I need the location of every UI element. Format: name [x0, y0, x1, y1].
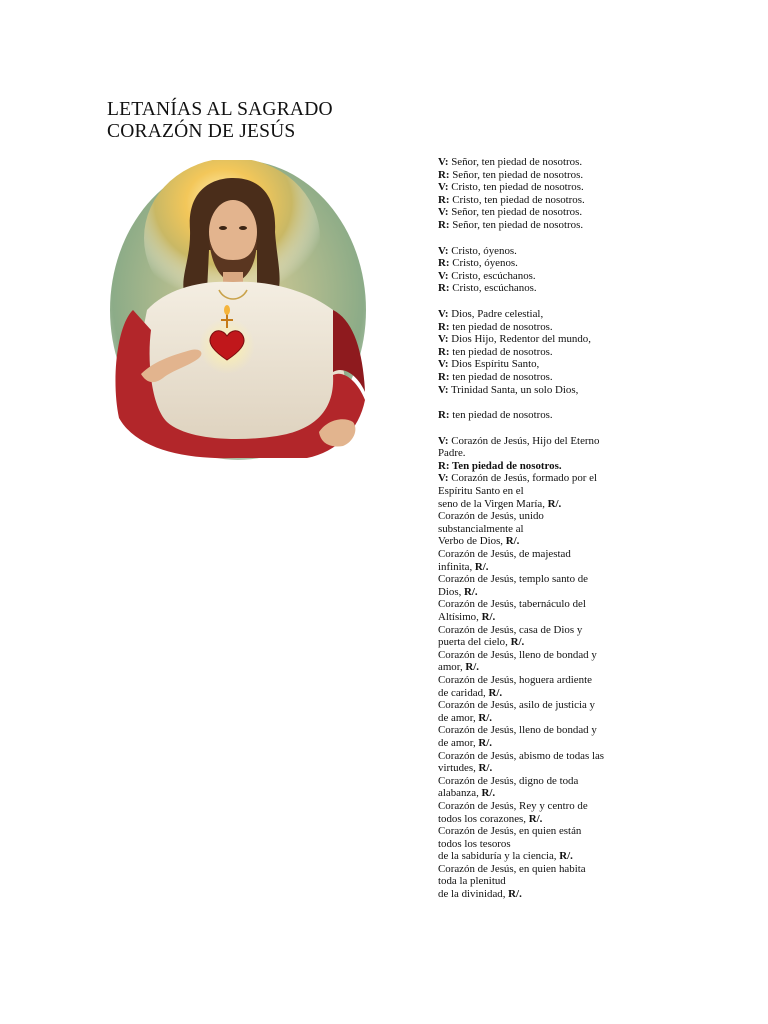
line-text: Corazón de Jesús, casa de Dios y [438, 623, 583, 636]
line-text: Cristo, óyenos. [449, 257, 518, 270]
litany-line [438, 346, 653, 359]
line-text: Cristo, ten piedad de nosotros. [448, 181, 584, 194]
line-text: infinita, [438, 560, 475, 573]
litany-line [438, 787, 653, 800]
litany-line [438, 460, 653, 473]
line-label: V: [438, 472, 449, 485]
litany-block [438, 308, 653, 396]
litany-line [438, 762, 653, 775]
litany-line [438, 850, 653, 863]
response-mark: R/. [505, 535, 520, 548]
litany-text [438, 156, 653, 914]
litany-line [438, 308, 653, 321]
litany-line [438, 838, 653, 851]
line-text: Corazón de Jesús, en quien habita [438, 862, 586, 875]
litany-line [438, 611, 653, 624]
line-text: Corazón de Jesús, tabernáculo del [438, 598, 586, 611]
litany-line [438, 384, 653, 397]
litany-line [438, 485, 653, 498]
response-mark: R/. [488, 686, 503, 699]
litany-line [438, 535, 653, 548]
litany-line [438, 674, 653, 687]
litany-block [438, 156, 653, 232]
litany-line [438, 282, 653, 295]
response-mark: R/. [478, 762, 493, 775]
response-mark: R/. [528, 812, 543, 825]
litany-line [438, 825, 653, 838]
page-title [107, 99, 407, 143]
line-text: todos los tesoros [438, 837, 511, 850]
line-text: Señor, ten piedad de nosotros. [449, 218, 584, 231]
line-text: Corazón de Jesús, digno de toda [438, 774, 579, 787]
line-label: V: [438, 307, 449, 320]
line-text: Corazón de Jesús, lleno de bondad y [438, 648, 597, 661]
litany-line [438, 699, 653, 712]
line-text: Cristo, óyenos. [448, 244, 517, 257]
line-text: Corazón de Jesús, de majestad [438, 548, 571, 561]
line-text: substancialmente al [438, 522, 524, 535]
line-text: alabanza, [438, 787, 482, 800]
litany-line [438, 245, 653, 258]
litany-line [438, 687, 653, 700]
line-label: R: [438, 370, 450, 383]
line-label: V: [438, 206, 449, 219]
line-text: de caridad, [438, 686, 489, 699]
line-label: R: Ten piedad de nosotros. [438, 459, 562, 472]
response-mark: R/. [510, 636, 525, 649]
litany-line [438, 523, 653, 536]
litany-line [438, 447, 653, 460]
response-mark: R/. [547, 497, 562, 510]
line-text: Dios, Padre celestial, [448, 307, 544, 320]
response-mark: R/. [559, 850, 573, 863]
litany-line [438, 156, 653, 169]
litany-line [438, 775, 653, 788]
response-mark: R/. [481, 787, 496, 800]
line-text: Verbo de Dios, [438, 535, 506, 548]
line-text: puerta del cielo, [438, 636, 511, 649]
response-mark: R/. [508, 888, 522, 901]
litany-line [438, 573, 653, 586]
litany-line [438, 598, 653, 611]
litany-line [438, 649, 653, 662]
response-mark: R/. [478, 711, 493, 724]
litany-line [438, 636, 653, 649]
line-label: R: [438, 218, 450, 231]
line-text: Corazón de Jesús, en quien están [438, 825, 582, 838]
litany-line [438, 409, 653, 422]
litany-line [438, 472, 653, 485]
line-label: R: [438, 320, 450, 333]
litany-line [438, 624, 653, 637]
litany-line [438, 863, 653, 876]
litany-line [438, 257, 653, 270]
litany-line [438, 333, 653, 346]
line-text: Corazón de Jesús, formado por el [448, 472, 597, 485]
line-text: Corazón de Jesús, hoguera ardiente [438, 673, 592, 686]
litany-line [438, 219, 653, 232]
line-text: Señor, ten piedad de nosotros. [449, 168, 584, 181]
line-text: toda la plenitud [438, 875, 506, 888]
litany-line [438, 888, 653, 901]
line-label: V: [438, 181, 449, 194]
litany-line [438, 435, 653, 448]
line-text: Dios Espíritu Santo, [448, 358, 540, 371]
litany-line [438, 270, 653, 283]
litany-line [438, 750, 653, 763]
litany-line [438, 712, 653, 725]
litany-line [438, 371, 653, 384]
litany-line [438, 586, 653, 599]
line-label: R: [438, 193, 450, 206]
line-text: Altísimo, [438, 611, 482, 623]
litany-line [438, 181, 653, 194]
litany-line [438, 561, 653, 574]
line-label: V: [438, 269, 449, 282]
response-mark: R/. [478, 736, 493, 749]
line-text: de la sabiduría y la ciencia, [438, 850, 560, 863]
line-text: Señor, ten piedad de nosotros. [448, 206, 583, 219]
line-text: virtudes, [438, 762, 479, 775]
line-text: Corazón de Jesús, lleno de bondad y [438, 724, 597, 737]
line-text: Cristo, escúchanos. [449, 282, 537, 295]
line-text: Trinidad Santa, un solo Dios, [448, 383, 579, 396]
line-text: Corazón de Jesús, templo santo de [438, 573, 589, 586]
litany-block [438, 245, 653, 295]
line-text: de la divinidad, [438, 888, 509, 901]
litany-line [438, 358, 653, 371]
litany-block [438, 409, 653, 422]
litany-line [438, 510, 653, 523]
line-text: de amor, [438, 736, 479, 749]
line-label: V: [438, 358, 449, 371]
line-label: R: [438, 257, 450, 270]
line-text: ten piedad de nosotros. [449, 370, 553, 383]
line-text: Cristo, escúchanos. [448, 269, 536, 282]
litany-line [438, 498, 653, 511]
response-mark: R/. [464, 585, 478, 598]
line-text: Corazón de Jesús, Rey y centro de [438, 799, 588, 812]
title-line-1: LETANÍAS AL SAGRADO [107, 99, 333, 120]
litany-line [438, 169, 653, 182]
line-text: Dios, [438, 585, 465, 598]
line-text: Corazón de Jesús, asilo de justicia y [438, 699, 595, 712]
line-text: todos los corazones, [438, 812, 529, 825]
line-text: Cristo, ten piedad de nosotros. [449, 193, 585, 206]
line-label: V: [438, 156, 449, 168]
line-text: Corazón de Jesús, unido [438, 510, 544, 523]
title-line-2: CORAZÓN DE JESÚS [107, 121, 296, 142]
line-text: ten piedad de nosotros. [449, 320, 553, 333]
line-label: R: [438, 409, 450, 422]
line-label: R: [438, 345, 450, 358]
litany-line [438, 321, 653, 334]
line-label: V: [438, 333, 449, 346]
line-text: ten piedad de nosotros. [449, 345, 553, 358]
litany-line [438, 206, 653, 219]
line-text: seno de la Virgen María, [438, 497, 548, 510]
line-label: V: [438, 383, 449, 396]
litany-line [438, 813, 653, 826]
line-text: Espíritu Santo en el [438, 485, 524, 498]
response-mark: R/. [481, 611, 496, 623]
line-text: Señor, ten piedad de nosotros. [448, 156, 583, 168]
line-label: R: [438, 168, 450, 181]
litany-line [438, 724, 653, 737]
response-mark: R/. [474, 560, 489, 573]
litany-line [438, 548, 653, 561]
line-text: de amor, [438, 711, 479, 724]
line-label: R: [438, 282, 450, 295]
litany-line [438, 737, 653, 750]
litany-line [438, 875, 653, 888]
sacred-heart-portrait-image [107, 160, 370, 464]
line-label: V: [438, 244, 449, 257]
litany-block [438, 435, 653, 901]
litany-line [438, 661, 653, 674]
line-label: V: [438, 434, 449, 447]
litany-line [438, 194, 653, 207]
response-mark: R/. [465, 661, 480, 674]
line-text: Padre. [438, 447, 466, 460]
line-text: Corazón de Jesús, Hijo del Eterno [448, 434, 600, 447]
line-text: amor, [438, 661, 466, 674]
line-text: ten piedad de nosotros. [449, 409, 553, 422]
line-text: Corazón de Jesús, abismo de todas las [438, 749, 605, 762]
line-text: Dios Hijo, Redentor del mundo, [448, 333, 591, 346]
litany-line [438, 800, 653, 813]
